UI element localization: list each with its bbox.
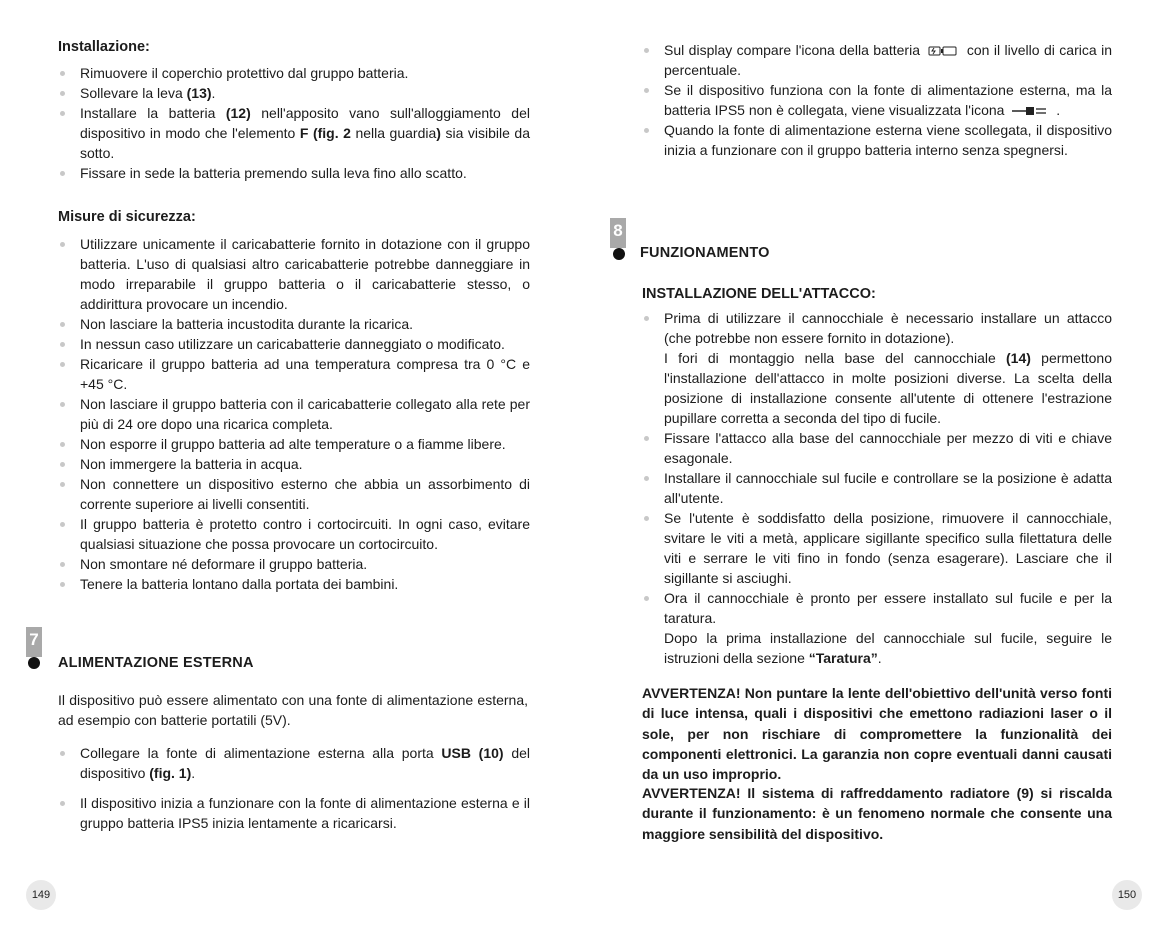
list-item: Se il dispositivo funziona con la fonte di alimentazione esterna, ma la batteria IPS5 non è collegata, viene visualizzata l'icona . xyxy=(642,80,1112,120)
list-item: Non smontare né deformare il gruppo batteria. xyxy=(58,554,530,574)
list-item: Non lasciare il gruppo batteria con il caricabatterie collegato alla rete per più di 24 ore dopo una ricarica completa. xyxy=(58,394,530,434)
list-item: Se l'utente è soddisfatto della posizione, rimuovere il cannocchiale, svitare le viti a metà, applicare sigillante specifico sulla filettatura delle viti e serrare le viti fino in fondo (senza esagerare). Lasciare che il sigillante si asciughi. xyxy=(642,508,1112,588)
installazione-heading: Installazione: xyxy=(58,39,150,55)
section-8-number: 8 xyxy=(610,218,626,248)
list-item: In nessun caso utilizzare un caricabatterie danneggiato o modificato. xyxy=(58,334,530,354)
list-item: Non connettere un dispositivo esterno che abbia un assorbimento di corrente superiore ai livelli consentiti. xyxy=(58,474,530,514)
section-7-bullet-icon xyxy=(28,657,40,669)
page-number-left: 149 xyxy=(26,880,56,910)
list-item: Sul display compare l'icona della batteria con il livello di carica in percentuale. xyxy=(642,40,1112,80)
right-top-list xyxy=(642,40,1112,160)
list-item: Installare il cannocchiale sul fucile e controllare se la posizione è adatta all'utente. xyxy=(642,468,1112,508)
list-item: Installare la batteria (12) nell'apposito vano sull'alloggiamento del dispositivo in modo che l'elemento F (fig. 2 nella guardia) sia visibile da sotto. xyxy=(58,103,530,163)
section-7-intro: Il dispositivo può essere alimentato con una fonte di alimentazione esterna, ad esempio con batterie portatili (5V). xyxy=(58,692,528,728)
list-item: Fissare l'attacco alla base del cannocchiale per mezzo di viti e chiave esagonale. xyxy=(642,428,1112,468)
sicurezza-list xyxy=(58,234,530,594)
section-7-list xyxy=(58,743,530,833)
list-item: Fissare in sede la batteria premendo sulla leva fino allo scatto. xyxy=(58,163,530,183)
list-item: Il dispositivo inizia a funzionare con la fonte di alimentazione esterna e il gruppo batteria IPS5 inizia lentamente a ricaricarsi. xyxy=(58,793,530,833)
warning-lens: AVVERTENZA! Non puntare la lente dell'obiettivo dell'unità verso fonti di luce intensa, quali i dispositivi che emettono radiazioni laser o il sole, per non rischiare di compromettere la funzionalità dei componenti elettronici. La garanzia non copre eventuali danni causati da un uso improprio. xyxy=(642,685,1112,783)
sicurezza-heading: Misure di sicurezza: xyxy=(58,209,196,225)
list-item: Rimuovere il coperchio protettivo dal gruppo batteria. xyxy=(58,63,530,83)
list-item: Prima di utilizzare il cannocchiale è necessario installare un attacco (che potrebbe non essere fornito in dotazione). I fori di montaggio nella base del cannocchiale (14) permettono l'installazione dell'attacco in molte posizioni diverse. La scelta della posizione di installazione consente all'utente di ottenere l'estrazione pupillare corretta a seconda del tipo di fucile. xyxy=(642,308,1112,428)
list-item: Il gruppo batteria è protetto contro i cortocircuiti. In ogni caso, evitare qualsiasi situazione che possa provocare un cortocircuito. xyxy=(58,514,530,554)
list-item: Ora il cannocchiale è pronto per essere installato sul fucile e per la taratura. Dopo la prima installazione del cannocchiale sul fucile, seguire le istruzioni della sezione “Taratura”. xyxy=(642,588,1112,668)
section-8-bullet-icon xyxy=(613,248,625,260)
list-item: Non esporre il gruppo batteria ad alte temperature o a fiamme libere. xyxy=(58,434,530,454)
list-item: Non immergere la batteria in acqua. xyxy=(58,454,530,474)
section-8-title: FUNZIONAMENTO xyxy=(640,245,770,261)
list-item: Collegare la fonte di alimentazione esterna alla porta USB (10) del dispositivo (fig. 1). xyxy=(58,743,530,783)
attacco-heading: INSTALLAZIONE DELL'ATTACCO: xyxy=(642,286,876,302)
page-number-right: 150 xyxy=(1112,880,1142,910)
warning-radiator: AVVERTENZA! Il sistema di raffreddamento radiatore (9) si riscalda durante il funzionamento: è un fenomeno normale che consente una maggiore sensibilità del dispositivo. xyxy=(642,785,1112,842)
installazione-list xyxy=(58,63,530,183)
attacco-list xyxy=(642,308,1112,668)
section-7-number: 7 xyxy=(26,627,42,657)
section-7-title: ALIMENTAZIONE ESTERNA xyxy=(58,655,254,671)
list-item: Ricaricare il gruppo batteria ad una temperatura compresa tra 0 °C e +45 °C. xyxy=(58,354,530,394)
list-item: Utilizzare unicamente il caricabatterie fornito in dotazione con il gruppo batteria. L'uso di qualsiasi altro caricabatterie potrebbe danneggiare in modo irreparabile il gruppo batteria o il caricabatterie stesso, o addirittura provocare un incendio. xyxy=(58,234,530,314)
battery-charge-icon xyxy=(928,45,958,57)
list-item: Quando la fonte di alimentazione esterna viene scollegata, il dispositivo inizia a funzionare con il gruppo batteria interno senza spegnersi. xyxy=(642,120,1112,160)
list-item: Sollevare la leva (13). xyxy=(58,83,530,103)
list-item: Tenere la batteria lontano dalla portata dei bambini. xyxy=(58,574,530,594)
list-item: Non lasciare la batteria incustodita durante la ricarica. xyxy=(58,314,530,334)
external-power-icon xyxy=(1012,105,1048,117)
